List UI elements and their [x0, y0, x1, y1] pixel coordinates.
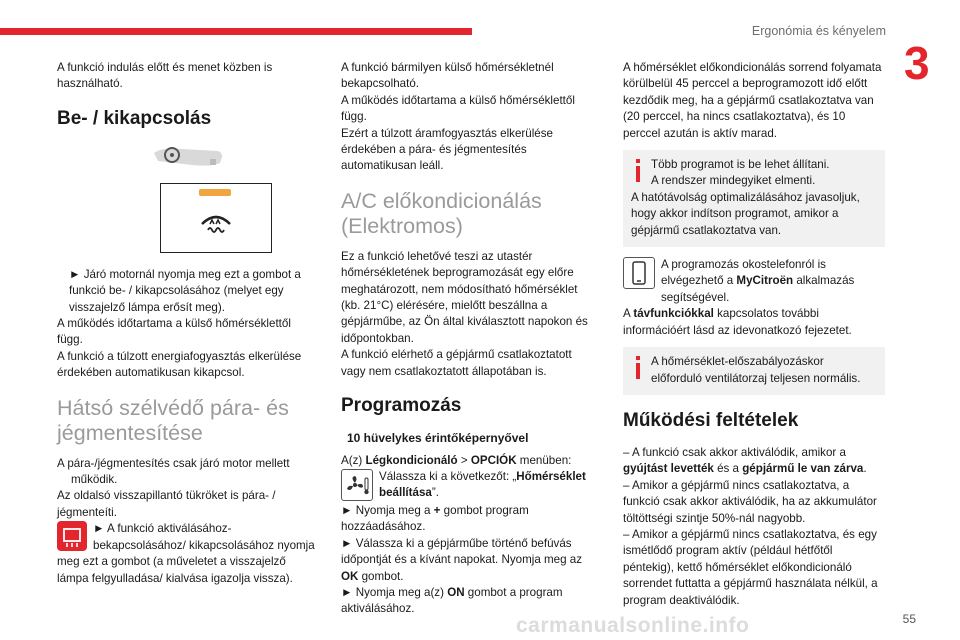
info-1-line-2: A rendszer mindegyiket elmenti.: [651, 174, 816, 188]
column-3: [623, 60, 885, 609]
paragraph-select: Válassza ki a következőt: „Hőmérséklet beállítása”.: [379, 469, 586, 500]
paragraph-rear-3: ► A funkció aktiválásáhozbekapcsolásához/ kikapcsolásához nyomja meg ezt a gombot (a műveletet a visszajelző lámpa felgyulladása/ kialvása igazolja vissza).: [57, 522, 315, 585]
paragraph-excess: Ezért a túlzott áramfogyasztás elkerülése érdekében a pára- és jégmentesítés automatikusan leáll.: [341, 126, 554, 173]
paragraph-remote: A távfunkciókkal kapcsolatos további információért lásd az idevonatkozó fejezetet.: [623, 307, 852, 337]
paragraph-any-temp: A funkció bármilyen külső hőmérsékletnél bekapcsolható.: [341, 61, 554, 91]
paragraph-sequence: A hőmérséklet előkondicionálás sorrend folyamata körülbelül 45 perccel a beprogramozott idő előtt kezdődik meg, ha a gépjármű csatlakoztatva van (20 perccel, ha nincs csatlakoztatva), és 10 perccel azután is aktív marad.: [623, 61, 882, 140]
paragraph-ac-2: A funkció elérhető a gépjármű csatlakoztatott vagy nem csatlakoztatott állapotában is.: [341, 348, 572, 378]
heading-touchscreen: 10 hüvelykes érintőképernyővel: [347, 431, 529, 446]
rear-defrost-icon: [57, 521, 87, 551]
defrost-button-illustration: [160, 183, 272, 253]
paragraph-intro: A funkció indulás előtt és menet közben is használható.: [57, 61, 273, 91]
info-box-1: [623, 150, 885, 247]
paragraph-on: ► Nyomja meg a(z) ON gombot a program aktiválásához.: [341, 585, 563, 616]
steering-wheel-icon: [152, 143, 224, 173]
paragraph-app: A programozás okostelefonról is elvégezhető a MyCitroën alkalmazás segítségével.: [661, 258, 855, 304]
section-title: Ergonómia és kényelem: [751, 24, 886, 38]
column-1: [57, 60, 315, 587]
info-2-text: A hőmérséklet-előszabályozáskor előforduló ventilátorzaj teljesen normális.: [651, 355, 861, 385]
paragraph-rear-2: Az oldalsó visszapillantó tükröket is pára- / jégmenteíti.: [57, 489, 276, 519]
paragraph-duration-2: A működés időtartama a külső hőmérséklettől függ.: [341, 93, 575, 124]
condition-3: – Amikor a gépjármű nincs csatlakoztatva, és egy ismétlődő program aktív (például hétfőtől péntekig), kettő hőmérséklet előkondicionáló sorrendet futtatta a gépjármű használata nélkül, a program deaktiválódik.: [623, 527, 878, 607]
smartphone-icon: [623, 257, 655, 289]
paragraph-ac: Ez a funkció lehetővé teszi az utastér hőmérsékletének beprogramozását egy előre meghatározott, nem módosítható hőmérséklet (kb. 21°C) elérésére, mielőtt beszállna a gépjárműbe, az Ön által kiválasztott napokon és időpontokban.: [341, 249, 588, 345]
paragraph-rear-1: A pára-/jégmentesítés csak járó motor mellett működik.: [57, 456, 290, 487]
condition-1: – A funkció csak akkor aktiválódik, amikor a gyújtást levették és a gépjármű le van zárva.: [623, 445, 867, 476]
paragraph-day: ► Válassza ki a gépjárműbe történő befúvás időpontját és a kívánt napokat. Nyomja meg az OK gombot.: [341, 536, 583, 583]
indicator-led: [199, 189, 231, 196]
paragraph-duration: A működés időtartama a külső hőmérséklettől függ.: [57, 317, 291, 347]
paragraph-press: ► Járó motornál nyomja meg ezt a gombot a funkció be- / kikapcsolásához (melyet egy visszajelző lámpa erősít meg).: [69, 267, 301, 314]
defrost-front-icon: [198, 206, 234, 236]
heading-conditions: Működési feltételek: [623, 409, 799, 431]
heading-on-off: Be- / kikapcsolás: [57, 107, 212, 129]
heading-ac-preconditioning: A/C előkondicionálás (Elektromos): [341, 188, 542, 238]
chapter-number: 3: [904, 37, 930, 89]
column-2: [341, 60, 599, 618]
heading-programming: Programozás: [341, 395, 462, 417]
paragraph-menu: A(z) Légkondicionáló > OPCIÓK menüben:: [341, 453, 572, 467]
top-accent-bar: [0, 28, 472, 35]
info-1-line-3: A hatótávolság optimalizálásához javasoljuk, hogy akkor indítson programot, amikor a gépjármű csatlakoztatva van.: [631, 190, 860, 237]
info-1-line-1: Több programot is be lehet állítani.: [651, 158, 830, 172]
info-box-2: [623, 347, 885, 395]
fan-temperature-icon: [341, 469, 373, 501]
paragraph-auto-off: A funkció a túlzott energiafogyasztás elkerülése érdekében automatikusan kikapcsol.: [57, 349, 302, 380]
paragraph-plus: ► Nyomja meg a + gombot program hozzáadásához.: [341, 503, 529, 534]
page-number: 55: [902, 612, 916, 626]
watermark: carmanualsonline.info: [516, 614, 750, 637]
condition-2: – Amikor a gépjármű nincs csatlakoztatva, a funkció csak akkor aktiválódik, ha az akkumulátor töltöttségi szintje 50%-nál nagyobb.: [623, 478, 877, 525]
heading-rear-defrost: Hátsó szélvédő pára- és jégmentesítése: [57, 395, 289, 445]
info-icon: [631, 157, 645, 187]
info-icon: [631, 354, 645, 384]
